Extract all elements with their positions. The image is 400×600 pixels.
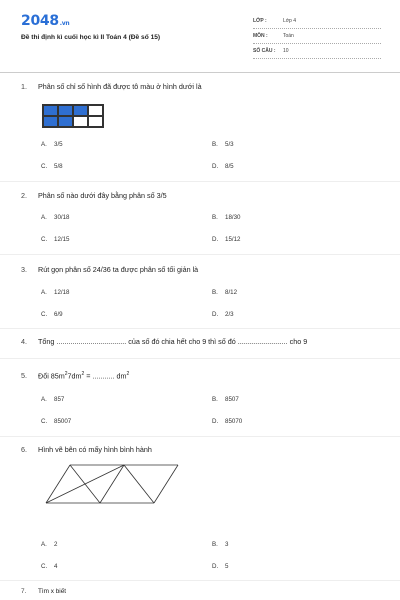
meta-value: 10 bbox=[283, 48, 289, 54]
site-logo[interactable] bbox=[21, 13, 69, 29]
option-1d[interactable] bbox=[212, 163, 234, 170]
exam-meta bbox=[253, 14, 381, 59]
meta-value: Lớp 4 bbox=[283, 18, 297, 24]
meta-value: Toán bbox=[283, 33, 294, 39]
question-7 bbox=[21, 588, 66, 595]
logo-suffix: .vn bbox=[59, 20, 70, 27]
question-6 bbox=[21, 445, 152, 454]
option-2b[interactable] bbox=[212, 214, 240, 221]
figure-line bbox=[124, 465, 154, 503]
grid-cell-filled bbox=[58, 116, 73, 127]
fraction-grid-figure bbox=[42, 104, 104, 128]
option-label: C. bbox=[41, 418, 48, 425]
superscript: 2 bbox=[64, 371, 68, 377]
option-label: C. bbox=[41, 163, 48, 170]
option-label: C. bbox=[41, 311, 48, 318]
option-1b[interactable] bbox=[212, 141, 234, 148]
header-divider bbox=[0, 72, 400, 73]
option-value: 15/12 bbox=[225, 236, 241, 243]
superscript: 2 bbox=[81, 371, 85, 377]
question-text: = ........... dm bbox=[84, 371, 127, 381]
question-number: 6. bbox=[21, 445, 27, 454]
grid-cell-filled bbox=[58, 105, 73, 116]
option-label: A. bbox=[41, 289, 47, 296]
meta-label: SỐ CÂU : bbox=[253, 48, 276, 54]
option-label: C. bbox=[41, 236, 48, 243]
option-value: 5 bbox=[225, 563, 229, 570]
option-value: 4 bbox=[54, 563, 58, 570]
option-2c[interactable] bbox=[41, 236, 69, 243]
option-value: 8/5 bbox=[225, 163, 234, 170]
question-separator bbox=[0, 358, 400, 359]
option-3a[interactable] bbox=[41, 289, 69, 296]
option-1a[interactable] bbox=[41, 141, 63, 148]
option-value: 3 bbox=[225, 541, 229, 548]
option-value: 18/30 bbox=[225, 214, 241, 221]
question-separator bbox=[0, 580, 400, 581]
option-label: A. bbox=[41, 396, 47, 403]
question-number: 5. bbox=[21, 371, 27, 381]
option-value: 3/5 bbox=[54, 141, 63, 148]
parallelogram-figure bbox=[44, 463, 184, 505]
figure-line bbox=[154, 465, 178, 503]
option-value: 85007 bbox=[54, 418, 72, 425]
option-value: 857 bbox=[54, 396, 65, 403]
question-separator bbox=[0, 181, 400, 182]
option-label: B. bbox=[212, 141, 218, 148]
question-number: 2. bbox=[21, 191, 27, 200]
option-2a[interactable] bbox=[41, 214, 69, 221]
question-text: 7dm bbox=[67, 371, 82, 381]
option-label: D. bbox=[212, 163, 219, 170]
meta-label: LỚP : bbox=[253, 18, 267, 24]
grid-cell-empty bbox=[88, 116, 103, 127]
question-separator bbox=[0, 254, 400, 255]
question-text: Hình vẽ bên có mấy hình bình hành bbox=[38, 445, 152, 454]
option-label: A. bbox=[41, 141, 47, 148]
option-label: A. bbox=[41, 541, 47, 548]
question-number: 1. bbox=[21, 82, 27, 91]
option-value: 2/3 bbox=[225, 311, 234, 318]
option-label: C. bbox=[41, 563, 48, 570]
option-label: D. bbox=[212, 311, 219, 318]
option-value: 12/18 bbox=[54, 289, 70, 296]
meta-row-count bbox=[253, 44, 381, 59]
option-label: D. bbox=[212, 563, 219, 570]
option-5c[interactable] bbox=[41, 418, 71, 425]
grid-cell-empty bbox=[88, 105, 103, 116]
question-text: Rút gọn phân số 24/36 ta được phân số tối giản là bbox=[38, 265, 199, 274]
question-number: 3. bbox=[21, 265, 27, 274]
logo-text: 2048 bbox=[21, 13, 59, 29]
grid-cell-filled bbox=[43, 116, 58, 127]
option-value: 85070 bbox=[225, 418, 243, 425]
question-number: 4. bbox=[21, 337, 27, 346]
question-1 bbox=[21, 82, 202, 91]
option-label: B. bbox=[212, 541, 218, 548]
meta-row-subject bbox=[253, 29, 381, 44]
option-3b[interactable] bbox=[212, 289, 237, 296]
superscript: 2 bbox=[126, 371, 130, 377]
option-value: 8507 bbox=[225, 396, 239, 403]
option-value: 6/9 bbox=[54, 311, 63, 318]
option-6c[interactable] bbox=[41, 563, 57, 570]
grid-cell-filled bbox=[43, 105, 58, 116]
option-label: D. bbox=[212, 236, 219, 243]
question-4 bbox=[21, 337, 307, 346]
grid-cell-filled bbox=[73, 105, 88, 116]
option-5b[interactable] bbox=[212, 396, 239, 403]
question-text: Phân số chỉ số hình đã được tô màu ở hình dưới là bbox=[38, 82, 202, 91]
option-value: 30/18 bbox=[54, 214, 70, 221]
meta-row-class bbox=[253, 14, 381, 29]
option-6d[interactable] bbox=[212, 563, 228, 570]
option-6a[interactable] bbox=[41, 541, 57, 548]
option-3c[interactable] bbox=[41, 311, 63, 318]
question-text: Tổng ................................... của số đó chia hết cho 9 thì số đó ......................... cho 9 bbox=[38, 337, 308, 346]
option-1c[interactable] bbox=[41, 163, 63, 170]
question-2 bbox=[21, 191, 167, 200]
option-label: B. bbox=[212, 396, 218, 403]
question-text: Phân số nào dưới đây bằng phân số 3/5 bbox=[38, 191, 167, 200]
option-label: D. bbox=[212, 418, 219, 425]
grid-cell-empty bbox=[73, 116, 88, 127]
exam-title: Đề thi định kì cuối học kì II Toán 4 (Đề số 15) bbox=[21, 34, 161, 41]
question-separator bbox=[0, 436, 400, 437]
question-text: Tìm x biết bbox=[38, 588, 67, 595]
option-label: B. bbox=[212, 214, 218, 221]
option-3d[interactable] bbox=[212, 311, 234, 318]
page-header bbox=[0, 0, 400, 66]
question-number: 7. bbox=[21, 588, 27, 595]
option-2d[interactable] bbox=[212, 236, 240, 243]
question-3 bbox=[21, 265, 198, 274]
question-5 bbox=[21, 371, 129, 380]
option-5d[interactable] bbox=[212, 418, 242, 425]
question-separator bbox=[0, 328, 400, 329]
option-value: 5/8 bbox=[54, 163, 63, 170]
option-value: 5/3 bbox=[225, 141, 234, 148]
option-value: 8/12 bbox=[225, 289, 238, 296]
meta-label: MÔN : bbox=[253, 33, 268, 39]
option-label: A. bbox=[41, 214, 47, 221]
question-text: Đổi 85m bbox=[38, 371, 65, 381]
option-value: 2 bbox=[54, 541, 58, 548]
option-6b[interactable] bbox=[212, 541, 228, 548]
option-5a[interactable] bbox=[41, 396, 64, 403]
option-value: 12/15 bbox=[54, 236, 70, 243]
option-label: B. bbox=[212, 289, 218, 296]
